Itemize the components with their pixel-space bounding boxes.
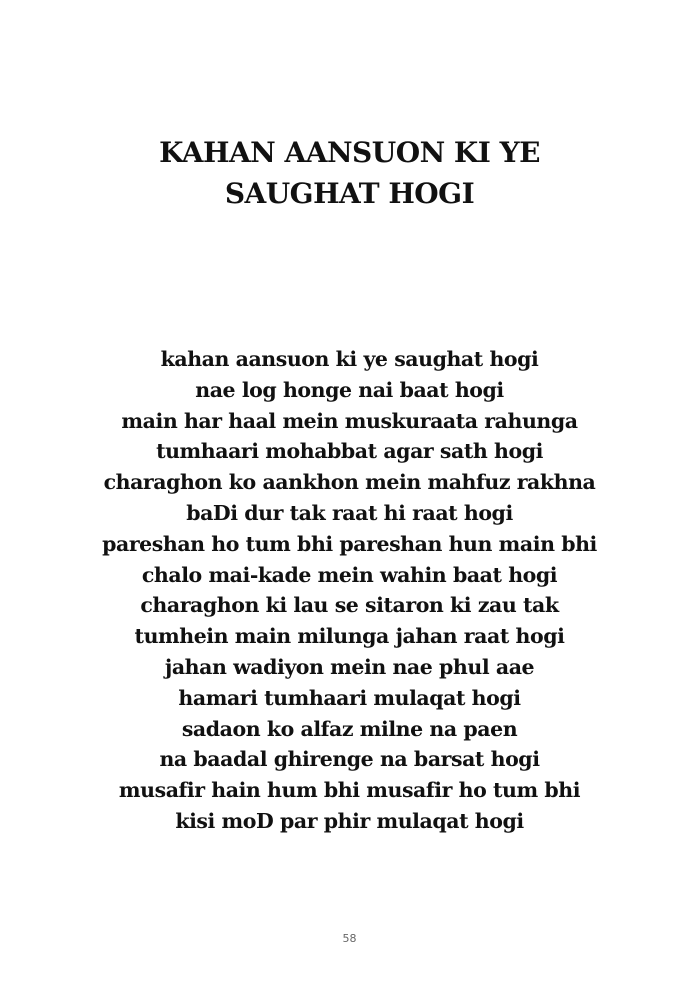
poem-line: tumhein main milunga jahan raat hogi [134, 624, 565, 649]
poem-line: sadaon ko alfaz milne na paen [181, 716, 518, 741]
page-number: 58 [342, 932, 357, 945]
poem-line: kahan aansuon ki ye saughat hogi [160, 347, 539, 371]
poem-title [0, 132, 699, 214]
poem-line: tumhaari mohabbat agar sath hogi [156, 439, 543, 464]
poem-title-line-2: SAUGHAT HOGI [224, 177, 475, 210]
poem-line: nae log honge nai baat hogi [195, 377, 504, 402]
poem-line: jahan wadiyon mein nae phul aae [164, 654, 535, 679]
poem-line: charaghon ki lau se sitaron ki zau tak [140, 593, 559, 618]
poem-line: hamari tumhaari mulaqat hogi [178, 685, 521, 710]
poem-line: main har haal mein muskuraata rahunga [121, 408, 578, 433]
poem-body [0, 344, 699, 837]
poem-title-line-1: KAHAN AANSUON KI YE [159, 136, 540, 169]
poem-line: baDi dur tak raat hi raat hogi [186, 500, 513, 525]
poem-line: charaghon ko aankhon mein mahfuz rakhna [103, 470, 596, 495]
poem-line: kisi moD par phir mulaqat hogi [175, 808, 524, 833]
poem-line: musafir hain hum bhi musafir ho tum bhi [118, 778, 581, 803]
poem-line: chalo mai-kade mein wahin baat hogi [141, 562, 558, 587]
poem-line: na baadal ghirenge na barsat hogi [159, 747, 540, 772]
poem-line: pareshan ho tum bhi pareshan hun main bhi [102, 531, 597, 556]
